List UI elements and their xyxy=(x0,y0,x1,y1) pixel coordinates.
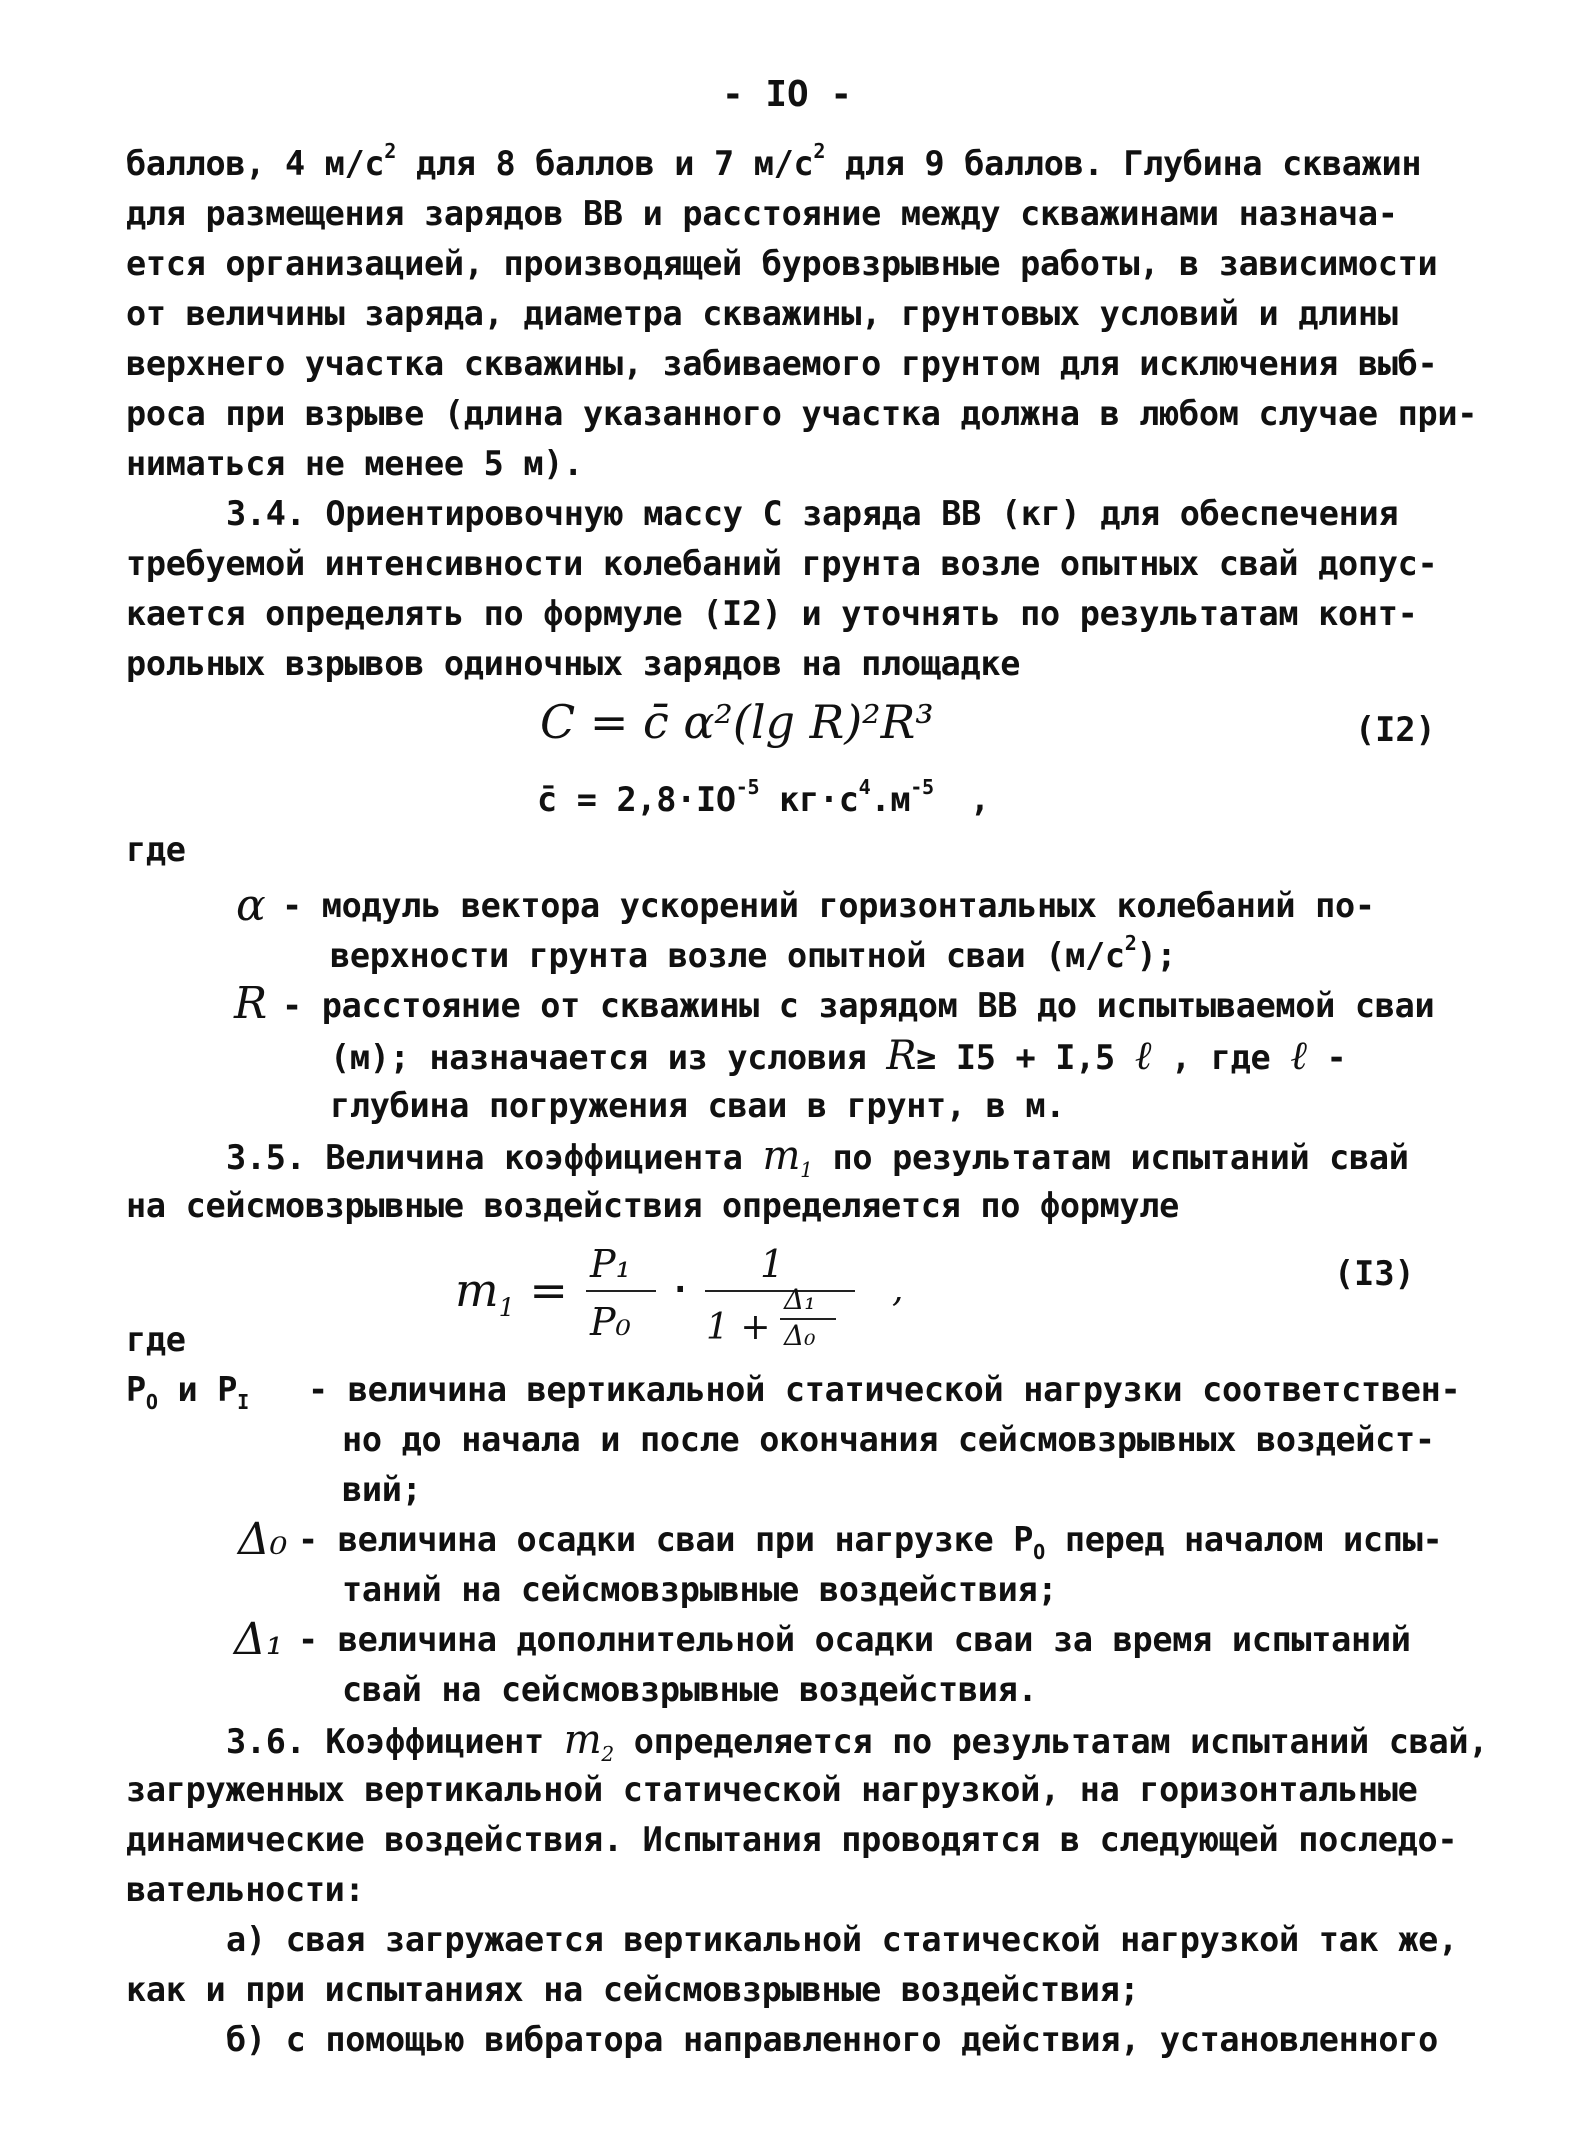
alpha-symbol: α xyxy=(236,880,266,931)
text: - xyxy=(1326,1038,1347,1077)
text-line: ниматься не менее 5 м). xyxy=(126,444,583,483)
text: P xyxy=(126,1370,146,1409)
subscript: O xyxy=(1033,1540,1045,1565)
definition-line: глубина погружения сваи в грунт, в м. xyxy=(330,1086,1066,1125)
m-symbol: m xyxy=(563,1717,602,1763)
text: верхности грунта возле опытной сваи (м/с xyxy=(330,936,1125,975)
equation-number-13: (I3) xyxy=(1334,1254,1415,1293)
definition-line: но до начала и после окончания сейсмовзрывных воздейст- xyxy=(342,1420,1435,1459)
text: c̄ = 2,8·IO xyxy=(537,780,736,819)
text: - величина осадки сваи при нагрузке P xyxy=(298,1520,1034,1559)
text-line: верхнего участка скважины, забиваемого грунтом для исключения выб- xyxy=(126,344,1438,383)
text: 3.6. Коэффициент xyxy=(226,1722,544,1761)
delta-1: Δ₁ xyxy=(784,1283,816,1316)
where-label: где xyxy=(126,830,186,869)
text: ); xyxy=(1136,936,1177,975)
paragraph-3-4: 3.4. Ориентировочную массу С заряда ВВ (кг) для обеспечения xyxy=(226,494,1399,533)
list-item-a: а) свая загружается вертикальной статической нагрузкой так же, xyxy=(226,1920,1458,1959)
delta-1-symbol: Δ₁ xyxy=(234,1614,284,1665)
text-line xyxy=(126,140,1446,188)
fraction-bar xyxy=(705,1290,855,1292)
denominator-sum: 1 + xyxy=(706,1307,771,1348)
superscript: 2 xyxy=(813,138,826,163)
m-symbol: m xyxy=(762,1133,801,1179)
text-line: динамические воздействия. Испытания проводятся в следующей последо- xyxy=(126,1820,1458,1859)
subscript: 2 xyxy=(601,1742,614,1767)
superscript: 2 xyxy=(1124,930,1137,955)
multiply-dot: · xyxy=(670,1270,691,1310)
superscript: -5 xyxy=(735,774,760,799)
text-line: роса при взрыве (длина указанного участка должна в любом случае при- xyxy=(126,394,1478,433)
text: для 8 баллов и 7 м/с xyxy=(396,144,814,183)
delta-0-symbol: Δ₀ xyxy=(238,1514,288,1565)
r-symbol: R xyxy=(234,978,268,1029)
text: .м xyxy=(870,780,911,819)
text-line: как и при испытаниях на сейсмовзрывные воздействия; xyxy=(126,1970,1140,2009)
definition-line: - величина вертикальной статической нагрузки соответствен- xyxy=(308,1370,1461,1409)
delta-0: Δ₀ xyxy=(784,1319,816,1352)
text: ≥ I5 + I,5 xyxy=(916,1038,1115,1077)
text-line: ется организацией, производящей буровзрывные работы, в зависимости xyxy=(126,244,1438,283)
paragraph-3-5 xyxy=(226,1132,1546,1182)
definition-line: вий; xyxy=(342,1470,422,1509)
constant-line xyxy=(537,776,1057,824)
definition-line xyxy=(330,932,1574,980)
text: , xyxy=(969,780,990,819)
l-symbol-inline: ℓ xyxy=(1290,1033,1307,1079)
text: и P xyxy=(157,1370,238,1409)
text-line: вательности: xyxy=(126,1870,365,1909)
text: для 9 баллов. Глубина скважин xyxy=(825,144,1422,183)
text-line: загруженных вертикальной статической нагрузкой, на горизонтальные xyxy=(126,1770,1418,1809)
text: , где xyxy=(1170,1038,1271,1077)
text-line: от величины заряда, диаметра скважины, грунтовых условий и длины xyxy=(126,294,1398,333)
text: по результатам испытаний свай xyxy=(832,1138,1409,1177)
text-line: на сейсмовзрывные воздействия определяется по формуле xyxy=(126,1186,1180,1225)
definition-line xyxy=(330,1032,1574,1082)
where-label: где xyxy=(126,1320,186,1359)
numerator-one: 1 xyxy=(760,1242,785,1286)
numerator-p1: P₁ xyxy=(590,1242,631,1286)
denominator-p0: P₀ xyxy=(590,1300,631,1344)
text: кг·с xyxy=(759,780,859,819)
subscript: I xyxy=(237,1390,249,1415)
m-symbol: m xyxy=(455,1263,499,1317)
formula-12: C = c̄ α²(lg R)²R³ xyxy=(540,695,934,749)
superscript: 4 xyxy=(858,774,871,799)
definition-line: - модуль вектора ускорений горизонтальных колебаний по- xyxy=(282,886,1375,925)
definition-line: свай на сейсмовзрывные воздействия. xyxy=(342,1670,1038,1709)
text-line: для размещения зарядов ВВ и расстояние между скважинами назнача- xyxy=(126,194,1398,233)
text: перед началом испы- xyxy=(1044,1520,1443,1559)
text: определяется по результатам испытаний свай, xyxy=(633,1722,1489,1761)
subscript: O xyxy=(145,1390,158,1415)
paragraph-3-6 xyxy=(226,1716,1546,1766)
page-number: - IO - xyxy=(721,74,853,115)
definition-line: - величина дополнительной осадки сваи за время испытаний xyxy=(298,1620,1411,1659)
superscript: 2 xyxy=(384,138,397,163)
text: баллов, 4 м/с xyxy=(126,144,385,183)
text: (м); назначается из условия xyxy=(330,1038,867,1077)
subscript: 1 xyxy=(498,1293,515,1323)
equation-number-12: (I2) xyxy=(1355,710,1436,749)
superscript: -5 xyxy=(910,774,934,799)
fraction-bar xyxy=(586,1290,656,1292)
list-item-b: б) с помощью вибратора направленного действия, установленного xyxy=(226,2020,1438,2059)
definition-line: таний на сейсмовзрывные воздействия; xyxy=(342,1570,1058,1609)
equals-sign: = xyxy=(529,1263,568,1317)
definition-line xyxy=(298,1516,1574,1564)
definition-line: - расстояние от скважины с зарядом ВВ до испытываемой сваи xyxy=(282,986,1435,1025)
comma: , xyxy=(892,1269,904,1310)
subscript: 1 xyxy=(800,1158,813,1183)
text-line: требуемой интенсивности колебаний грунта возле опытных свай допус- xyxy=(126,544,1438,583)
text: 3.5. Величина коэффициента xyxy=(226,1138,743,1177)
text-line: рольных взрывов одиночных зарядов на площадке xyxy=(126,644,1021,683)
l-symbol-inline: ℓ xyxy=(1134,1033,1152,1079)
text-line: кается определять по формуле (I2) и уточнять по результатам конт- xyxy=(126,594,1418,633)
r-symbol-inline: R xyxy=(886,1033,917,1079)
